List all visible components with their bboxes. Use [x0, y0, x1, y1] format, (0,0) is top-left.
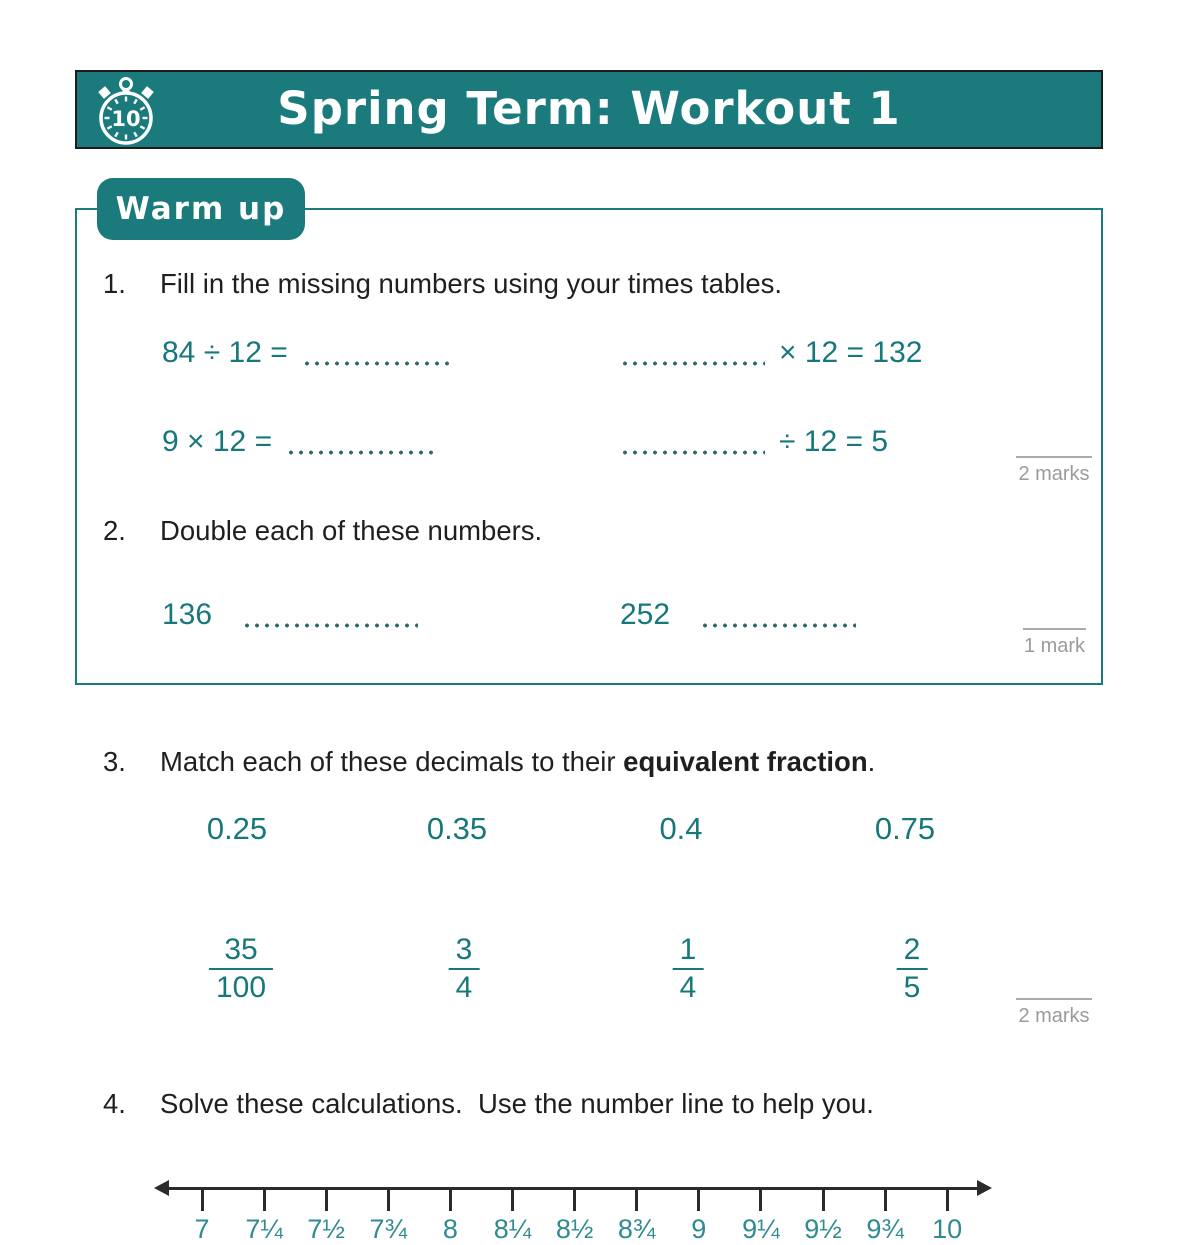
- number-line-tick-label: 7¼: [245, 1214, 283, 1244]
- number-line-tick: [387, 1189, 390, 1211]
- fraction-4-numerator: 2: [903, 933, 921, 966]
- number-line-tick: [697, 1189, 700, 1211]
- number-line-left-arrow-icon: [154, 1180, 169, 1196]
- question-1-prompt: Fill in the missing numbers using your times tables.: [160, 268, 783, 299]
- question-1-marks: 2 marks: [1016, 456, 1092, 486]
- double-item-2-value: 252: [620, 598, 671, 631]
- number-line-tick-label: 7: [194, 1214, 210, 1244]
- number-line-tick: [822, 1189, 825, 1211]
- number-line-tick-label: 9: [691, 1214, 707, 1244]
- equation-2-text: × 12 = 132: [779, 336, 923, 369]
- number-line-tick-label: 8¼: [493, 1214, 532, 1244]
- number-line-tick: [201, 1189, 204, 1211]
- page-title: Spring Term: Workout 1: [277, 81, 901, 135]
- fraction-4-denominator: 5: [897, 968, 928, 1004]
- number-line-tick-label: 8¾: [617, 1214, 656, 1244]
- decimal-3[interactable]: 0.4: [659, 811, 703, 846]
- fraction-1-denominator: 100: [209, 968, 273, 1004]
- question-4-prompt: Solve these calculations. Use the number line to help you.: [160, 1088, 874, 1119]
- fraction-2-denominator: 4: [449, 968, 480, 1004]
- number-line-tick: [449, 1189, 452, 1211]
- question-3-prompt: Match each of these decimals to their: [160, 746, 624, 777]
- decimal-1[interactable]: 0.25: [206, 811, 268, 846]
- number-line-tick-label: 7¾: [369, 1214, 408, 1244]
- question-2-number: 2.: [103, 515, 126, 546]
- question-3-marks: 2 marks: [1016, 998, 1092, 1028]
- number-line-tick: [946, 1189, 949, 1211]
- number-line-tick-label: 8: [442, 1214, 458, 1244]
- fraction-3-denominator: 4: [673, 968, 704, 1004]
- number-line-tick-label: 8½: [555, 1214, 594, 1244]
- number-line-tick: [759, 1189, 762, 1211]
- question-1-number: 1.: [103, 268, 126, 299]
- number-line-tick-label: 9¼: [742, 1214, 780, 1244]
- question-4-number: 4.: [103, 1088, 126, 1119]
- equation-1-text: 84 ÷ 12 =: [162, 336, 288, 369]
- number-line-tick: [573, 1189, 576, 1211]
- equation-3-text: 9 × 12 =: [162, 425, 273, 458]
- question-3-prompt-bold: equivalent fraction: [623, 746, 868, 777]
- number-line-tick-label: 7½: [307, 1214, 345, 1244]
- decimal-2[interactable]: 0.35: [426, 811, 488, 846]
- number-line-tick-label: 9¾: [866, 1214, 904, 1244]
- number-line-tick: [635, 1189, 638, 1211]
- number-line-tick-label: 9½: [804, 1214, 842, 1244]
- warm-up-badge: Warm up: [97, 178, 305, 240]
- question-2-prompt: Double each of these numbers.: [160, 515, 543, 546]
- question-3-number: 3.: [103, 746, 126, 777]
- decimal-4[interactable]: 0.75: [874, 811, 936, 846]
- number-line-tick-label: 10: [932, 1214, 963, 1244]
- double-item-1-value: 136: [162, 598, 213, 631]
- number-line-tick: [511, 1189, 514, 1211]
- equation-4-text: ÷ 12 = 5: [779, 425, 889, 458]
- question-3-prompt-end: .: [867, 746, 876, 777]
- number-line-right-arrow-icon: [977, 1180, 992, 1196]
- question-2-marks: 1 mark: [1023, 628, 1086, 658]
- number-line-tick: [263, 1189, 266, 1211]
- number-line-tick: [325, 1189, 328, 1211]
- timer-minutes-label: 10: [111, 107, 141, 131]
- fraction-2-numerator: 3: [455, 933, 473, 966]
- number-line-tick: [884, 1189, 887, 1211]
- fraction-3-numerator: 1: [679, 933, 697, 966]
- fraction-1-numerator: 35: [224, 933, 258, 966]
